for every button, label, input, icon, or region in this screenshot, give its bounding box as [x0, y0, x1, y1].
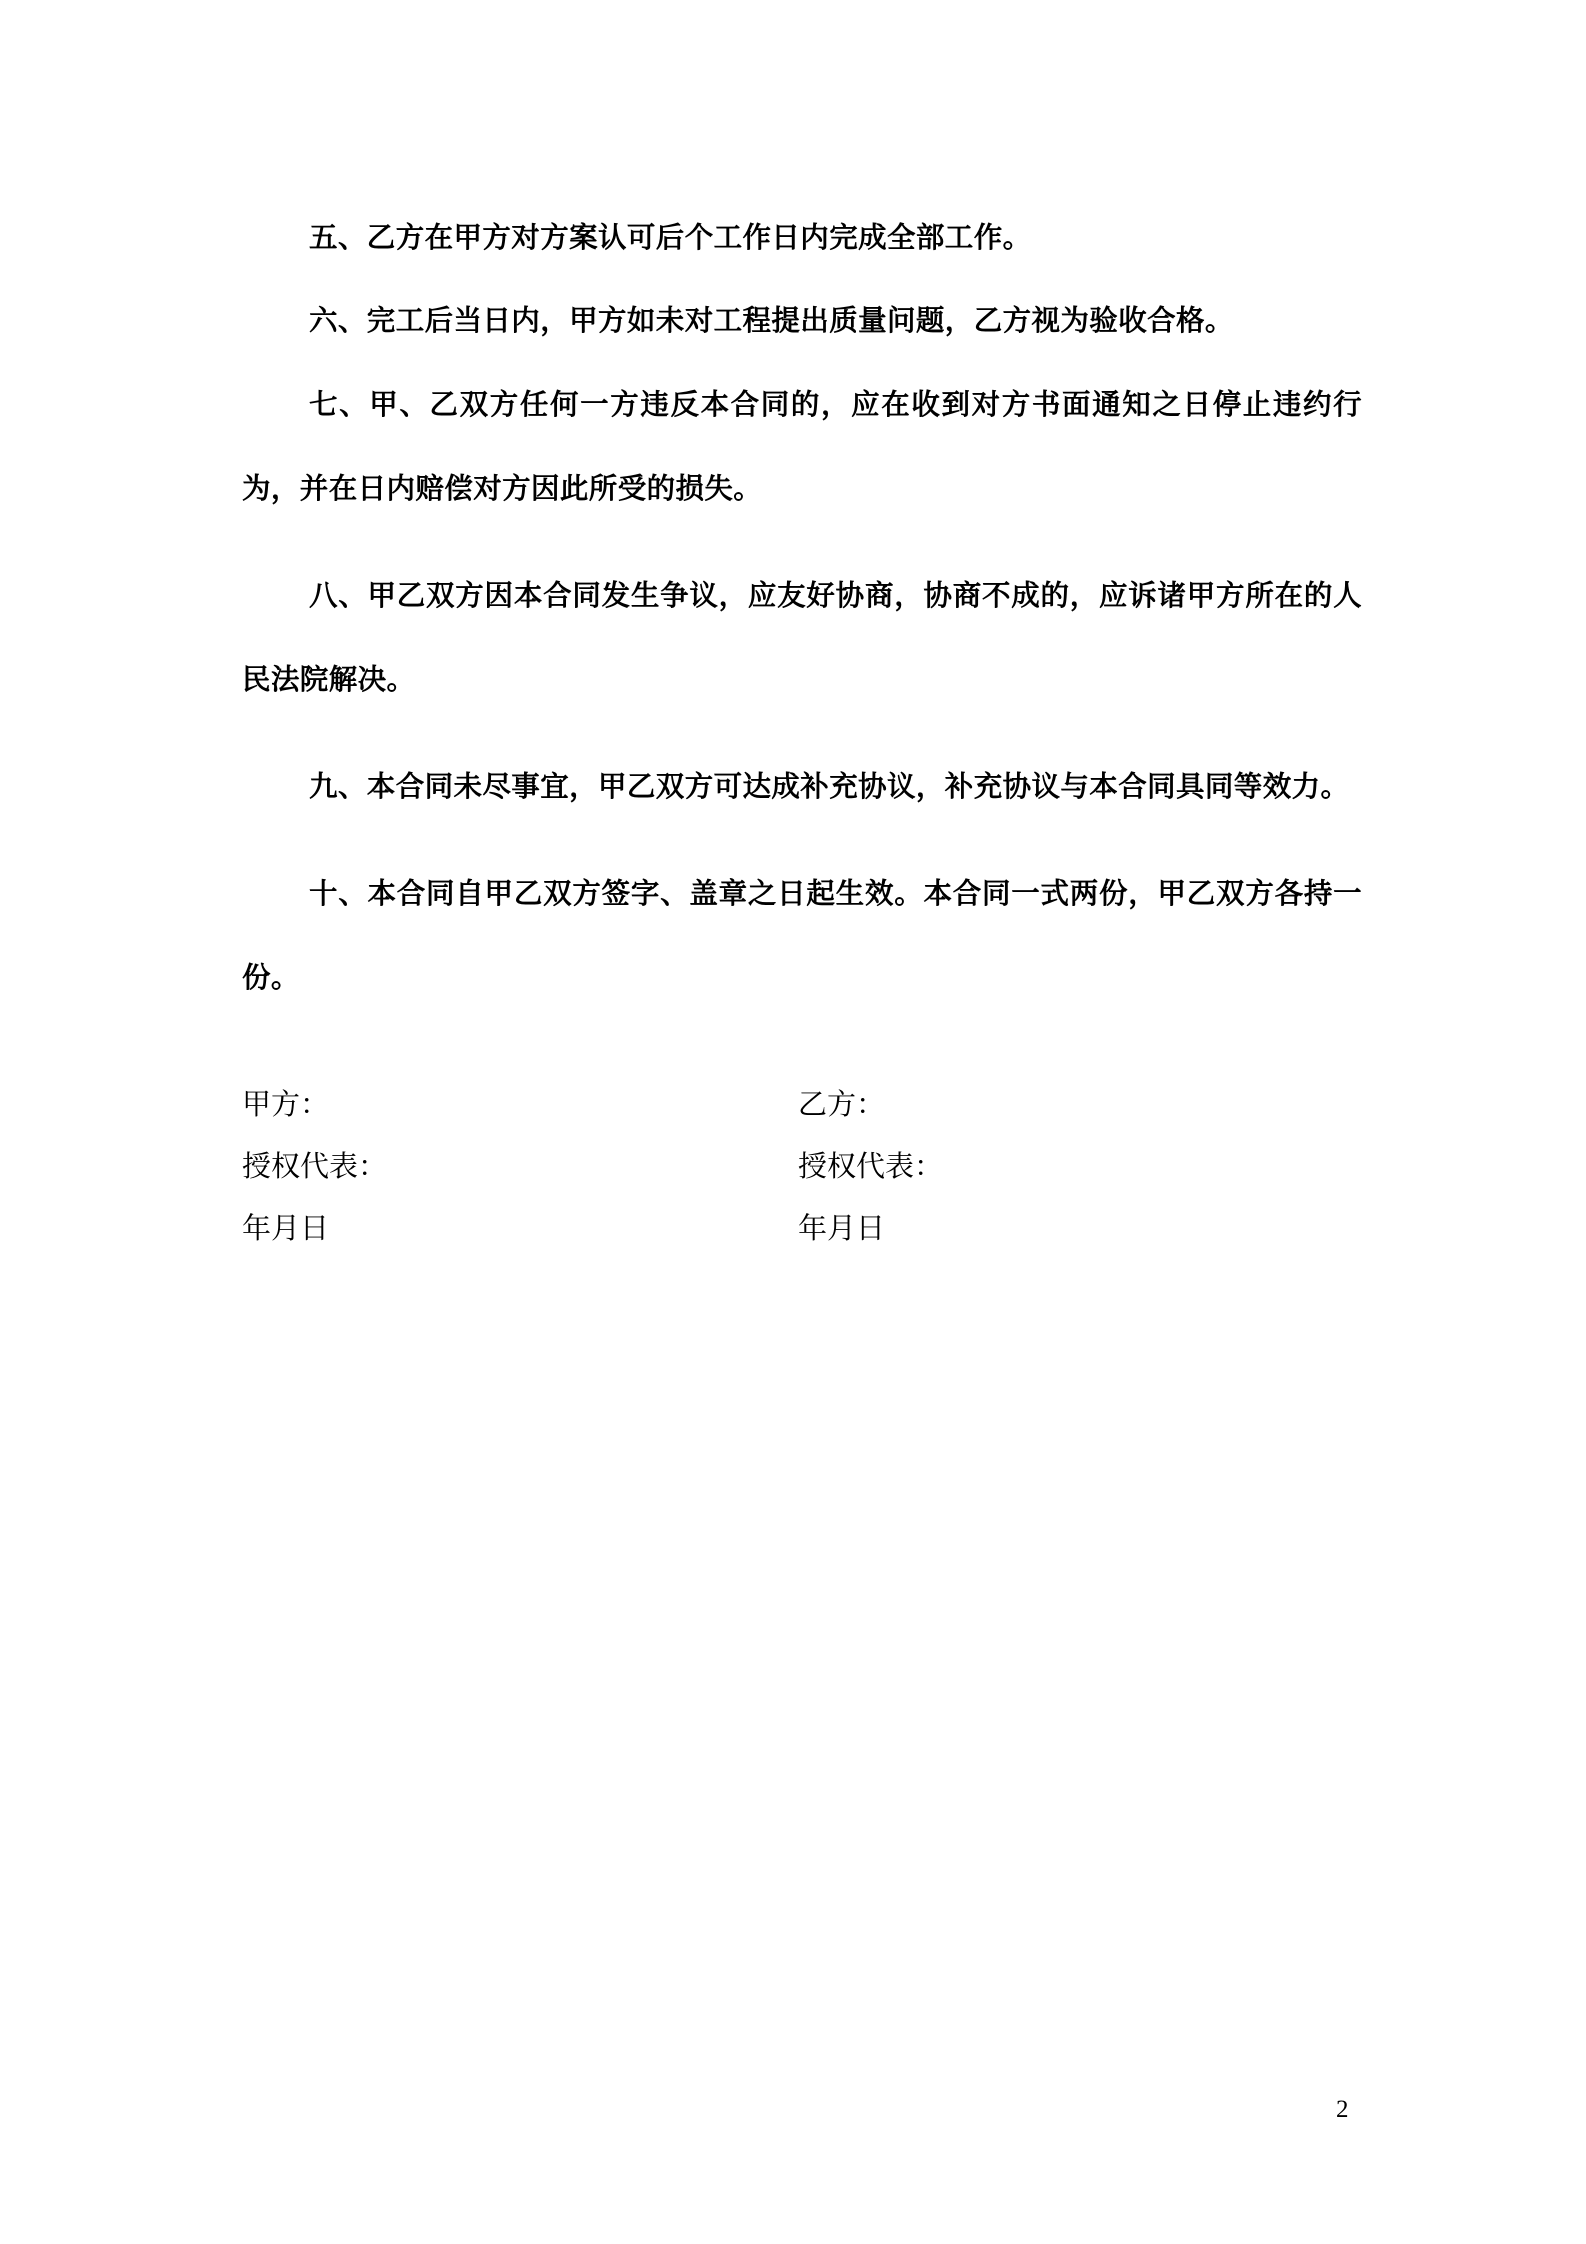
- page-number: 2: [1336, 2096, 1349, 2123]
- party-a-date: 年月日: [242, 1211, 330, 1245]
- party-b-representative: 授权代表：: [798, 1149, 944, 1183]
- clause-6: 六、完工后当日内，甲方如未对工程提出质量问题，乙方视为验收合格。: [309, 304, 1234, 337]
- clause-10: 十、本合同自甲乙双方签字、盖章之日起生效。本合同一式两份，甲乙双方各持一份。: [242, 877, 1362, 994]
- party-b-date: 年月日: [798, 1211, 886, 1245]
- clause-8: 八、甲乙双方因本合同发生争议，应友好协商，协商不成的，应诉诸甲方所在的人民法院解决。: [242, 579, 1362, 696]
- party-a-signature-block: [242, 1080, 387, 1266]
- party-b-signature-block: [798, 1080, 943, 1266]
- party-a-representative: 授权代表：: [242, 1149, 388, 1183]
- contract-clauses: [242, 196, 1362, 1043]
- party-b-label: 乙方：: [798, 1087, 886, 1121]
- clause-5: 五、乙方在甲方对方案认可后个工作日内完成全部工作。: [309, 221, 1032, 254]
- party-a-label: 甲方：: [242, 1087, 330, 1121]
- clause-9: 九、本合同未尽事宜，甲乙双方可达成补充协议，补充协议与本合同具同等效力。: [309, 770, 1350, 803]
- clause-7: 七、甲、乙双方任何一方违反本合同的，应在收到对方书面通知之日停止违约行为，并在日内赔偿对方因此所受的损失。: [242, 388, 1362, 505]
